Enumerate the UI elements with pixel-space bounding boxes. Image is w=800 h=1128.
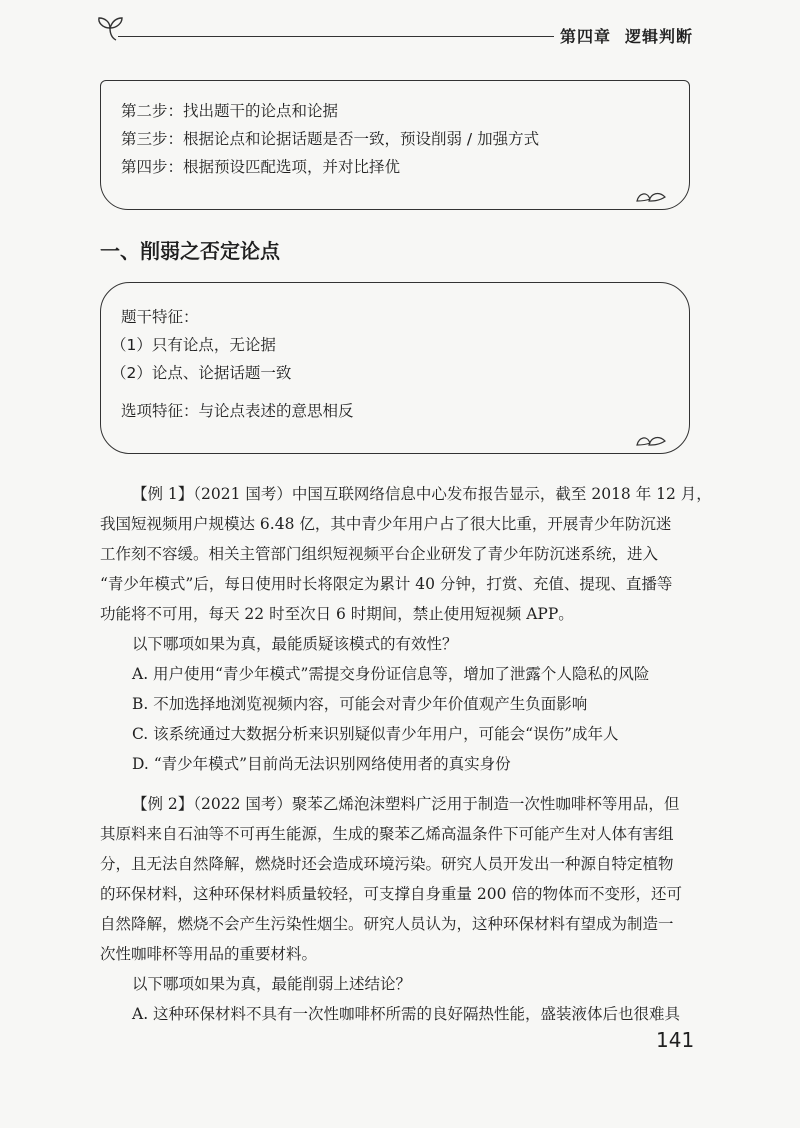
example1-line: “青少年模式”后，每日使用时长将限定为累计 40 分钟，打赏、充值、提现、直播等 bbox=[100, 575, 673, 593]
sprout-icon bbox=[90, 10, 126, 44]
example2-line: 次性咖啡杯等用品的重要材料。 bbox=[100, 945, 318, 963]
stem-feature-item: （2）论点、论据话题一致 bbox=[111, 364, 292, 382]
page-number: 141 bbox=[656, 1028, 695, 1052]
chapter-title: 逻辑判断 bbox=[625, 27, 694, 46]
example1-option-b: B. 不加选择地浏览视频内容，可能会对青少年价值观产生负面影响 bbox=[132, 695, 588, 713]
stem-feature-item: （1）只有论点，无论据 bbox=[111, 336, 276, 354]
example1-option-d: D. “青少年模式”目前尚无法识别网络使用者的真实身份 bbox=[132, 755, 511, 773]
example1-line: 功能将不可用，每天 22 时至次日 6 时期间，禁止使用短视频 APP。 bbox=[100, 605, 574, 623]
example2-question: 以下哪项如果为真，最能削弱上述结论？ bbox=[132, 975, 412, 993]
steps-box bbox=[100, 80, 690, 210]
chapter-header bbox=[560, 24, 693, 47]
leaf-ornament-icon bbox=[635, 187, 667, 203]
leaf-ornament-icon bbox=[635, 431, 667, 447]
example1-question: 以下哪项如果为真，最能质疑该模式的有效性？ bbox=[132, 635, 458, 653]
step-line: 第二步：找出题干的论点和论据 bbox=[121, 102, 339, 120]
section-title: 一、削弱之否定论点 bbox=[100, 239, 280, 263]
stem-feature-label: 题干特征： bbox=[121, 308, 199, 326]
example2-line: 其原料来自石油等不可再生能源，生成的聚苯乙烯高温条件下可能产生对人体有害组 bbox=[100, 825, 674, 843]
example2-option-a: A. 这种环保材料不具有一次性咖啡杯所需的良好隔热性能，盛装液体后也很难具 bbox=[132, 1005, 681, 1023]
step-line: 第四步：根据预设匹配选项，并对比择优 bbox=[121, 158, 401, 176]
step-line: 第三步：根据论点和论据话题是否一致，预设削弱 / 加强方式 bbox=[121, 130, 540, 148]
header-rule bbox=[118, 36, 554, 37]
example2-line: 【例 2】（2022 国考）聚苯乙烯泡沫塑料广泛用于制造一次性咖啡杯等用品，但 bbox=[132, 795, 680, 813]
example2-line: 的环保材料，这种环保材料质量较轻，可支撑自身重量 200 倍的物体而不变形，还可 bbox=[100, 885, 682, 903]
example2-line: 分，且无法自然降解，燃烧时还会造成环境污染。研究人员开发出一种源自特定植物 bbox=[100, 855, 674, 873]
example1-line: 工作刻不容缓。相关主管部门组织短视频平台企业研发了青少年防沉迷系统，进入 bbox=[100, 545, 659, 563]
chapter-number: 第四章 bbox=[560, 27, 612, 46]
example1-line: 【例 1】（2021 国考）中国互联网络信息中心发布报告显示，截至 2018 年 12 月， bbox=[132, 485, 712, 503]
example1-option-a: A. 用户使用“青少年模式”需提交身份证信息等，增加了泄露个人隐私的风险 bbox=[132, 665, 650, 683]
example2-line: 自然降解，燃烧不会产生污染性烟尘。研究人员认为，这种环保材料有望成为制造一 bbox=[100, 915, 674, 933]
example1-option-c: C. 该系统通过大数据分析来识别疑似青少年用户，可能会“误伤”成年人 bbox=[132, 725, 619, 743]
features-box bbox=[100, 282, 690, 454]
option-feature: 选项特征：与论点表述的意思相反 bbox=[121, 402, 354, 420]
example1-line: 我国短视频用户规模达 6.48 亿，其中青少年用户占了很大比重，开展青少年防沉迷 bbox=[100, 515, 672, 533]
